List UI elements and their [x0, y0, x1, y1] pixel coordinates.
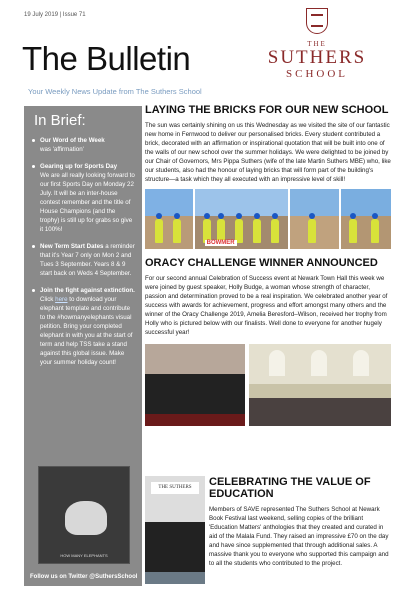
in-brief-sidebar	[24, 106, 142, 586]
logo-the: THE	[307, 40, 327, 48]
elephant-template-link[interactable]: here	[55, 295, 68, 303]
poster-caption: HOW MANY ELEPHANTS	[60, 553, 108, 558]
bricks-photo-1	[145, 189, 193, 249]
article-oracy-heading: ORACY CHALLENGE WINNER ANNOUNCED	[145, 256, 378, 269]
bricks-photo-3	[290, 189, 340, 249]
article-bricks-heading: LAYING THE BRICKS FOR OUR NEW SCHOOL	[145, 104, 389, 116]
brief-term-text: a reminder that it's Year 7 only on Mon 2 and Tues 3 September. Years 8 & 9 start back on Weds 4 September.	[40, 242, 135, 277]
article-oracy	[145, 257, 391, 426]
tagline: Your Weekly News Update from The Suthers School	[28, 87, 202, 96]
elephant-icon	[65, 501, 107, 535]
article-education-heading: CELEBRATING THE VALUE OF EDUCATION	[209, 476, 371, 501]
bricks-photo-4	[341, 189, 391, 249]
school-logo	[252, 8, 382, 100]
brief-fight-title: Join the fight against extinction.	[40, 286, 135, 294]
elephant-poster-image	[38, 466, 130, 564]
brief-word-text: was 'affirmation'	[40, 145, 84, 153]
twitter-follow[interactable]: Follow us on Twitter @SuthersSchool	[30, 574, 138, 580]
education-photo-banner: THE SUTHERS	[151, 482, 199, 494]
article-education-text	[209, 476, 391, 569]
brief-extinction	[30, 287, 136, 368]
issue-date: 19 July 2019 | Issue 71	[24, 12, 86, 18]
oracy-photo-strip	[145, 344, 391, 426]
article-bricks-body: The sun was certainly shining on us this Wednesday as we visited the site of our fantastic new home in Fernwood to deliver our personalised bricks. Every student contributed a brick, decorated with an affirmation or inspirational quotation that will be built into one of the walls of our new school over the summer holidays. We were delighted to be joined by our Chair of Governors, Mrs Pippa Suthers (wife of the late Martin Suthers MBE) who, like our students, also had the honour of laying bricks that will form part of the building's structure—a task which they all executed with an impressive level of skill!	[145, 122, 391, 183]
brief-word-title: Our Word of the Week	[40, 137, 105, 144]
brief-sports-day	[30, 163, 136, 235]
school-crest-icon	[306, 8, 328, 34]
article-education-body: Members of SAVE represented The Suthers School at Newark Book Festival last weekend, selling copies of the brilliant 'Education Matters' anthologies that they created and curated in aid of the Malala Fund. They raised an impressive £70 on the day and have since supplemented that through additional sales. A massive thank you to everyone who supported this campaign and to all the students who contributed to the project.	[209, 506, 389, 568]
brief-sports-title: Gearing up for Sports Day	[40, 162, 118, 170]
sidebar-heading: In Brief:	[34, 112, 86, 129]
brief-term-dates	[30, 243, 136, 279]
main-column	[145, 104, 391, 426]
brief-fight-text-2: to download your elephant template and contribute to the #howmanyelephants visual petition. Bring your completed elephant in with you at the start of term and help TSS take a stand against this global issue. Make your summer holiday count!	[40, 295, 133, 366]
brief-fight-text-1: Click	[40, 295, 54, 303]
logo-school: SCHOOL	[285, 67, 348, 80]
article-bricks	[145, 104, 391, 249]
brief-term-title: New Term Start Dates	[40, 242, 104, 250]
bricks-photo-strip	[145, 189, 391, 249]
oracy-photo-hall	[249, 344, 391, 426]
bowmer-banner: BOWMER	[206, 239, 235, 246]
logo-name: SUTHERS	[267, 47, 367, 68]
bricks-photo-2	[195, 189, 288, 249]
education-photo	[145, 476, 205, 584]
page-title: The Bulletin	[22, 40, 191, 77]
article-oracy-body: For our second annual Celebration of Success event at Newark Town Hall this week we were joined by guest speaker, Holly Budge, a woman whose strength of character, passion and determination proved to be a real inspiration. We celebrated another year of success with awards for achievement, progress and effort amongst many others and the winner of the Oracy Challenge 2019, Amelia Beresford–Wilson, received her trophy from Holly who is pictured below with our finalists. Well done to everyone for another hugely successful year!	[145, 275, 388, 336]
brief-sports-text: We are all really looking forward to our first Sports Day on Monday 22 July. It will be an inter-house contest remember and the title of House Champions (and the trophy) is still up for grabs so give it 100%!	[40, 171, 135, 233]
oracy-photo-finalists	[145, 344, 245, 426]
brief-word-of-week	[30, 137, 136, 155]
